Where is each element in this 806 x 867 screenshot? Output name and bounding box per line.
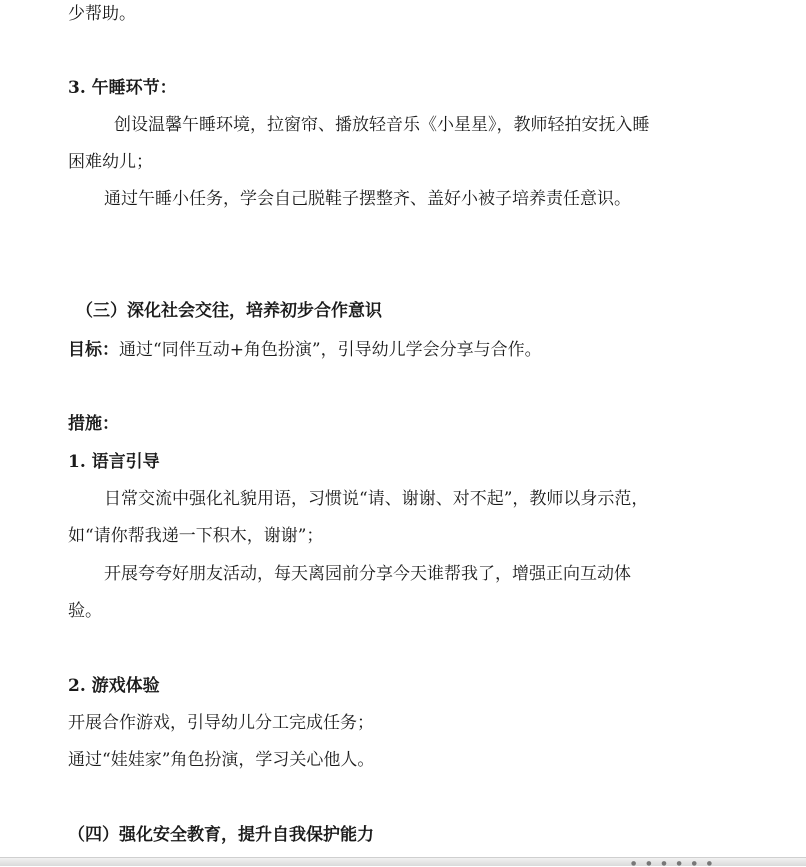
goal-label: 目标： xyxy=(68,340,119,360)
paragraph-line: 日常交流中强化礼貌用语，习惯说“请、谢谢、对不起”，教师以身示范， xyxy=(104,489,649,509)
paragraph-line: 如“请你帮我递一下积木，谢谢”； xyxy=(68,526,324,546)
paragraph-line: 验。 xyxy=(68,601,102,621)
paragraph-line: 创设温馨午睡环境，拉窗帘、播放轻音乐《小星星》，教师轻拍安抚入睡 xyxy=(114,115,650,135)
paragraph-line: 通过“娃娃家”角色扮演，学习关心他人。 xyxy=(68,750,375,770)
paragraph-tail: 少帮助。 xyxy=(68,4,136,24)
paragraph-line: 困难幼儿； xyxy=(68,152,153,172)
horizontal-scrollbar[interactable] xyxy=(0,857,806,866)
part-heading-social: （三）深化社会交往，培养初步合作意识 xyxy=(76,301,382,321)
goal-text: 通过“同伴互动+角色扮演”，引导幼儿学会分享与合作。 xyxy=(119,340,542,360)
part-heading-safety: （四）强化安全教育，提升自我保护能力 xyxy=(68,825,374,845)
goal-line xyxy=(68,342,542,359)
section-heading-nap: 3. 午睡环节： xyxy=(68,78,177,98)
measure-heading-game: 2. 游戏体验 xyxy=(68,676,160,696)
paragraph-line: 通过午睡小任务，学会自己脱鞋子摆整齐、盖好小被子培养责任意识。 xyxy=(104,189,631,209)
paragraph-line: 开展夸夸好朋友活动，每天离园前分享今天谁帮我了，增强正向互动体 xyxy=(104,564,631,584)
measure-heading-language: 1. 语言引导 xyxy=(68,452,160,472)
grip-dots-icon: ● ● ● ● ● ● xyxy=(631,860,716,867)
paragraph-line: 开展合作游戏，引导幼儿分工完成任务； xyxy=(68,713,374,733)
measures-label: 措施： xyxy=(68,414,119,434)
